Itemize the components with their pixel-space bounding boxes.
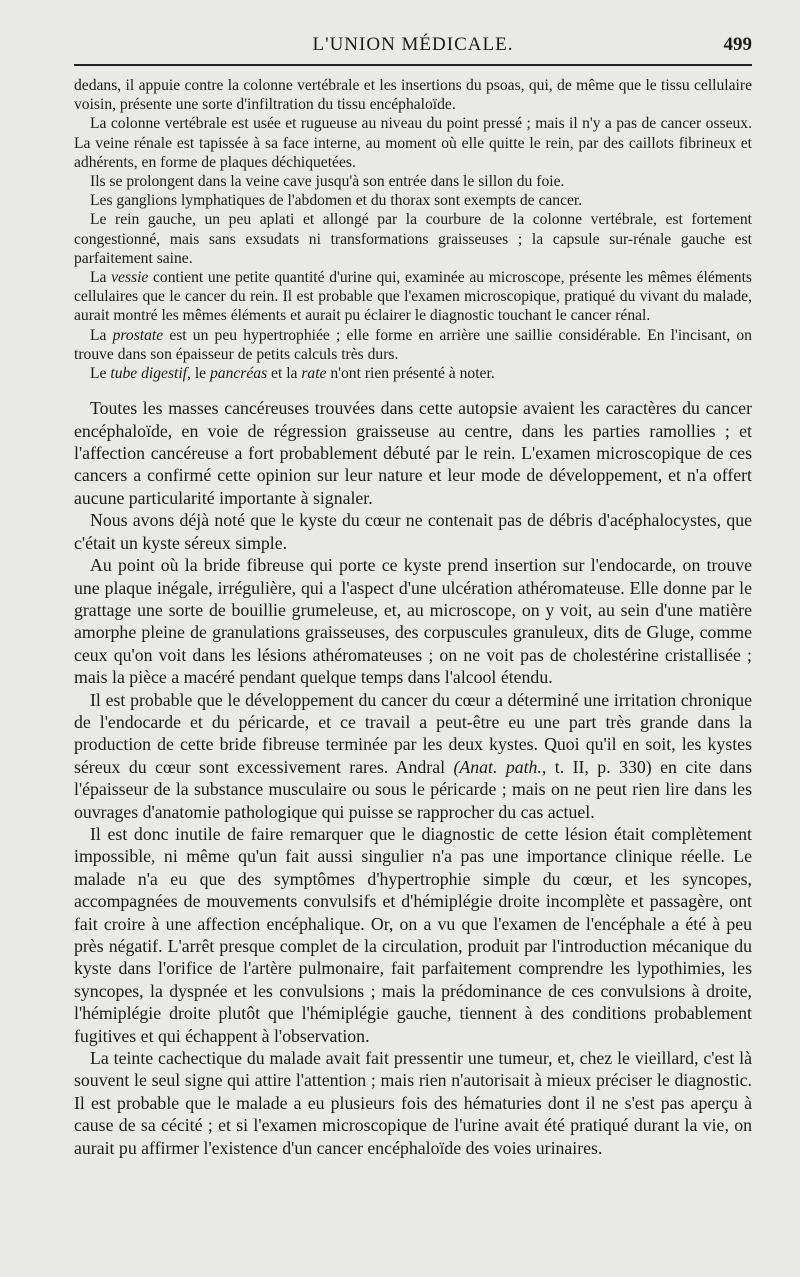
paragraph [74,509,752,554]
paragraph-text: Ils se prolongent dans la veine cave jusqu'à son entrée dans le sillon du foie. [90,173,565,191]
paragraph-text: Toutes les masses cancéreuses trouvées dans cette autopsie avaient les caractères du cancer encéphaloïde, en voie de régression graisseuse au centre, dans les parties ramollies ; et l'affection cancéreuse a fort probablement débuté par le rein. L'examen microscopique de ces cancers a confirmé cette opinion sur leur nature et leur mode de développement, et n'a offert aucune particularité importante à signaler. [74,398,752,508]
paragraph [74,823,752,1047]
paragraph [74,210,752,268]
paragraph [74,172,752,191]
page-header [74,30,752,66]
paragraph-text: La teinte cachectique du malade avait fait pressentir une tumeur, et, chez le vieillard, c'est là souvent le seul signe qui attire l'attention ; mais rien n'autorisait à mieux préciser le diagnostic. Il est probable que le malade a eu plusieurs fois des hématuries dont il ne s'est pas aperçu à cause de sa cécité ; et si l'examen microscopique de l'urine avait été pratiqué durant la vie, on aurait pu affirmer l'existence d'un cancer encéphaloïde des voies urinaires. [74,1048,752,1158]
paragraph [74,191,752,210]
paragraph-text: Le [90,365,111,383]
paragraph-text: Les ganglions lymphatiques de l'abdomen et du thorax sont exempts de cancer. [90,192,583,210]
paragraph [74,268,752,326]
paragraph [74,554,752,688]
paragraph-text: La colonne vertébrale est usée et rugueuse au niveau du point pressé ; mais il n'y a pas de cancer osseux. La veine rénale est tapissée à sa face interne, au moment où elle quitte le rein, par des caillots fibrineux et adhérents, en forme de plaques déchiquetées. [74,115,752,171]
paragraph-text: La [90,326,113,344]
paragraph-text: Il est probable que le développement du cancer du cœur a déterminé une irritation chronique de l'endocarde et du péricarde, et ce travail a peut-être eu une part très grande dans la production de cette bride fibreuse terminée par les deux kystes. Quoi qu'il en soit, les kystes séreux du cœur sont excessivement rares. Andral [74,689,752,777]
paragraph-text: Au point où la bride fibreuse qui porte ce kyste prend insertion sur l'endocarde, on trouve une plaque inégale, irrégulière, qui a l'aspect d'une ulcération athéromateuse. Elle donne par le grattage une sorte de bouillie grumeleuse, et, au microscope, on y voit, au sein d'une matière amorphe pleine de granulations graisseuses, des corpuscules granuleux, dits de Gluge, comme ceux qu'on voit dans les lésions athéromateuses ; on ne voit pas de cholestérine cristallisée ; mais la pièce a macéré pendant quelque temps dans l'alcool étendu. [74,555,752,688]
paragraph [74,76,752,114]
paragraph-text: dedans, il appuie contre la colonne vertébrale et les insertions du psoas, qui, de même que le tissu cellulaire voisin, présente une sorte d'infiltration du tissu encéphaloïde. [74,77,752,114]
running-title: L'UNION MÉDICALE. [312,34,514,55]
paragraph-text: Nous avons déjà noté que le kyste du cœur ne contenait pas de débris d'acéphalocystes, que c'était un kyste séreux simple. [74,510,752,553]
italic-term: rate [301,365,327,383]
page-number: 499 [723,34,752,55]
paragraph [74,364,752,383]
paragraph [74,1047,752,1159]
italic-term: vessie [111,269,149,287]
paragraph-text: contient une petite quantité d'urine qui, examinée au microscope, présente les mêmes éléments cellulaires que le cancer du rein. Il est probable que l'examen microscopique, pratiqué du vivant du malade, aurait montré les mêmes éléments et aurait pu éclairer le diagnostic touchant le cancer rénal. [74,269,752,325]
italic-term: tube digestif [110,365,188,383]
italic-term: pancréas [209,365,268,383]
italic-term: prostate [112,326,164,344]
paragraph [74,326,752,364]
paragraph [74,114,752,172]
autopsy-findings-section [74,76,752,383]
paragraph [74,689,752,823]
paragraph-text: , le [187,365,210,383]
paragraph-text: Le rein gauche, un peu aplati et allongé par la courbure de la colonne vertébrale, est fortement congestionné, mais sans exsudats ni transformations graisseuses ; la capsule sur-rénale gauche est parfaitement saine. [74,211,752,267]
paragraph [74,397,752,509]
paragraph-text: , t. II, p. 330) en cite dans l'épaisseur de la substance musculaire ou sous le péricarde ; mais on ne peut rien lire dans les ouvrages d'anatomie pathologique qui puisse se rapprocher du cas actuel. [74,756,752,822]
paragraph-text: et la [267,365,302,383]
paragraph-text: est un peu hypertrophiée ; elle forme en arrière une saillie considérable. En l'incisant, on trouve dans son épaisseur de petits calculs très durs. [74,326,752,363]
discussion-section [74,397,752,1159]
paragraph-text: n'ont rien présenté à noter. [326,365,495,383]
citation: (Anat. path. [453,756,542,777]
paragraph-text: La [90,269,112,287]
paragraph-text: Il est donc inutile de faire remarquer que le diagnostic de cette lésion était complètement impossible, ni même qu'un fait aussi singulier n'a pas une importance clinique réelle. Le malade n'a eu que des symptômes d'hypertrophie simple du cœur, et les syncopes, accompagnées de mouvements convulsifs et d'hémiplégie droite incomplète et passagère, ont fait croire à une affection encéphalique. Or, on a vu que l'examen de l'encéphale a été à peu près négatif. L'arrêt presque complet de la circulation, produit par l'introduction mécanique du kyste dans l'orifice de l'artère pulmonaire, fait parfaitement comprendre les lypothimies, les syncopes, la dyspnée et les convulsions ; mais la prédominance de ces convulsions à droite, l'hémiplégie droite plutôt que l'hémiplégie gauche, tiennent à des conditions probablement fugitives et qui échappent à l'observation. [74,823,752,1046]
